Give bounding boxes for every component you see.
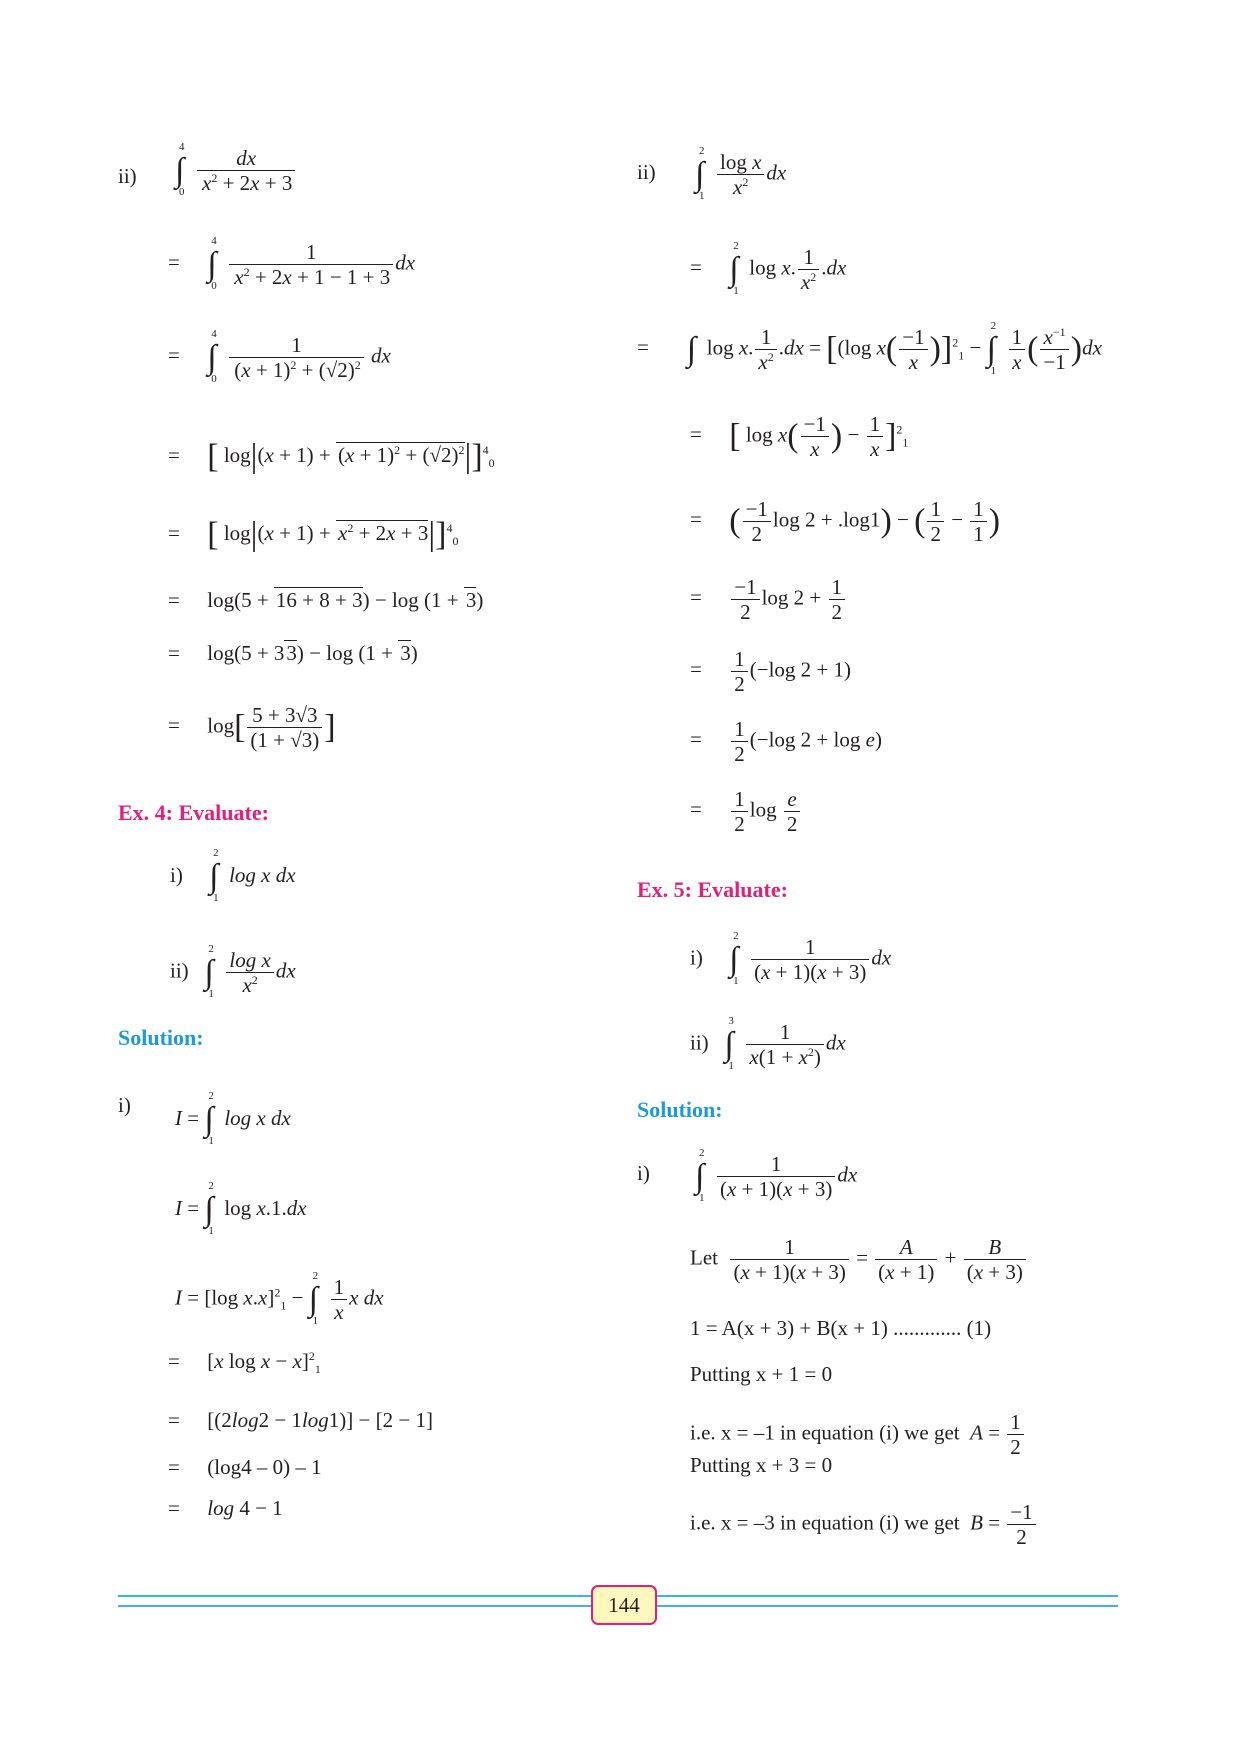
solution-right-heading: Solution: <box>637 1097 723 1122</box>
right-step-2: = ∫ log x. $\frac{1}{x^2}$ .dx = [(log x( $\frac{-1}{x}$ )]$^2_1$ − ∫ 2 1 $\frac{1}{x}$ ( $\frac{x^{-1}}{-1}$ )dx <box>637 319 1102 377</box>
right-ii-integral: ∫ 2 1 $\frac{\text{log x}}{x^2}$ dx <box>695 144 787 202</box>
right-ii-label: ii) <box>637 160 656 184</box>
left-ii-label: ii) <box>118 164 137 188</box>
right-step-5: = $\frac{-1}{2}$ log 2 + $\frac{1}{2}$ <box>690 575 847 624</box>
left-sol-i-label: i) <box>118 1093 131 1117</box>
right-step-1: = ∫ 2 1 log x. $\frac{1}{x^2}$ .dx <box>690 239 847 297</box>
left-sol-line-2: I = ∫ 2 1 log x.1.dx <box>175 1180 307 1237</box>
right-step-7: = $\frac{1}{2}$ (−log 2 + log e) <box>690 717 882 767</box>
ex4-part-i: i) ∫ 2 1 log x dx <box>170 847 296 904</box>
right-ie-1: i.e. x = –1 in equation (i) we get A = $\frac{1}{2}$ <box>690 1410 1026 1459</box>
ex4-part-ii: ii) ∫ 2 1 $\frac{\text{log x}}{x^2}$ dx <box>170 942 296 1000</box>
right-step-3: = [ log x( $\frac{-1}{x}$ ) − $\frac{1}{x}$ ]$^2_1$ <box>690 412 909 462</box>
right-partial-fractions: Let $\frac{1}{(x + 1)(x + 3)}$ = $\frac{A}{(x + 1)}$ + $\frac{B}{(x + 3)}$ <box>690 1235 1028 1284</box>
left-step-5: = log(5 + 16 + 8 + 3) − log (1 + 3) <box>168 588 484 612</box>
ex5-heading: Ex. 5: Evaluate: <box>637 877 788 902</box>
ex4-heading: Ex. 4: Evaluate: <box>118 800 269 825</box>
left-sol-line-7: = log 4 − 1 <box>168 1496 283 1520</box>
right-step-4: = ( $\frac{-1}{2}$ log 2 + .log1) − ( $\frac{1}{2}$ − $\frac{1}{1}$ ) <box>690 497 1001 547</box>
left-sol-line-3: I = [log x.x]$^2_1$ − ∫ 2 1 $\frac{1}{x}$ x dx <box>175 1269 384 1327</box>
right-step-8: = $\frac{1}{2}$ log $\frac{e}{2}$ <box>690 787 802 836</box>
right-sol-integral: ∫ 2 1 $\frac{1}{(x + 1)(x + 3)}$ dx <box>695 1146 858 1204</box>
left-step-6: = log(5 + 33) − log (1 + 3) <box>168 641 418 665</box>
left-sol-line-6: = (log4 – 0) – 1 <box>168 1455 322 1479</box>
left-step-2: = ∫ 4 0 $\frac{1}{(x + 1)^2 + (√2)^2}$ dx <box>168 327 391 385</box>
left-step-1: = ∫ 4 0 $\frac{1}{x^2 + 2x + 1 - 1 + 3}$ dx <box>168 234 416 292</box>
page-number: 144 <box>591 1585 657 1625</box>
ex5-part-ii: ii) ∫ 3 1 $\frac{1}{x(1 + x^2)}$ dx <box>690 1014 846 1072</box>
right-sol-i-label: i) <box>637 1161 650 1185</box>
left-ii-integral: ∫ 4 0 $\frac{dx}{x^2 + 2x + 3}$ <box>175 146 297 195</box>
left-step-3: = [ $\log|(x + 1) + (x + 1)^2 + (√2)^2|]^4_0$ <box>168 438 495 475</box>
right-equation-1: 1 = A(x + 3) + B(x + 1) ............. (1) <box>690 1316 992 1340</box>
solution-left-heading: Solution: <box>118 1025 204 1050</box>
ex5-part-i: i) ∫ 2 1 $\frac{1}{(x + 1)(x + 3)}$ dx <box>690 929 892 987</box>
right-step-6: = $\frac{1}{2}$ (−log 2 + 1) <box>690 647 852 697</box>
left-sol-line-5: = [(2log2 − 1log1)] − [2 − 1] <box>168 1408 433 1432</box>
right-putting-2: Putting x + 3 = 0 <box>690 1453 833 1477</box>
left-step-7: = log[ $\frac{5 + 3√3}{(1 + √3)}$ ] <box>168 703 336 753</box>
right-ie-2: i.e. x = –3 in equation (i) we get B = $\frac{-1}{2}$ <box>690 1500 1038 1549</box>
left-sol-line-4: = [x log x − x]$^2_1$ <box>168 1349 321 1377</box>
left-step-4: = [ $\log|(x + 1) + x^2 + 2x + 3|]^4_0$ <box>168 516 459 553</box>
right-putting-1: Putting x + 1 = 0 <box>690 1362 833 1386</box>
left-sol-line-1: I = ∫ 2 1 log x dx <box>175 1090 291 1147</box>
